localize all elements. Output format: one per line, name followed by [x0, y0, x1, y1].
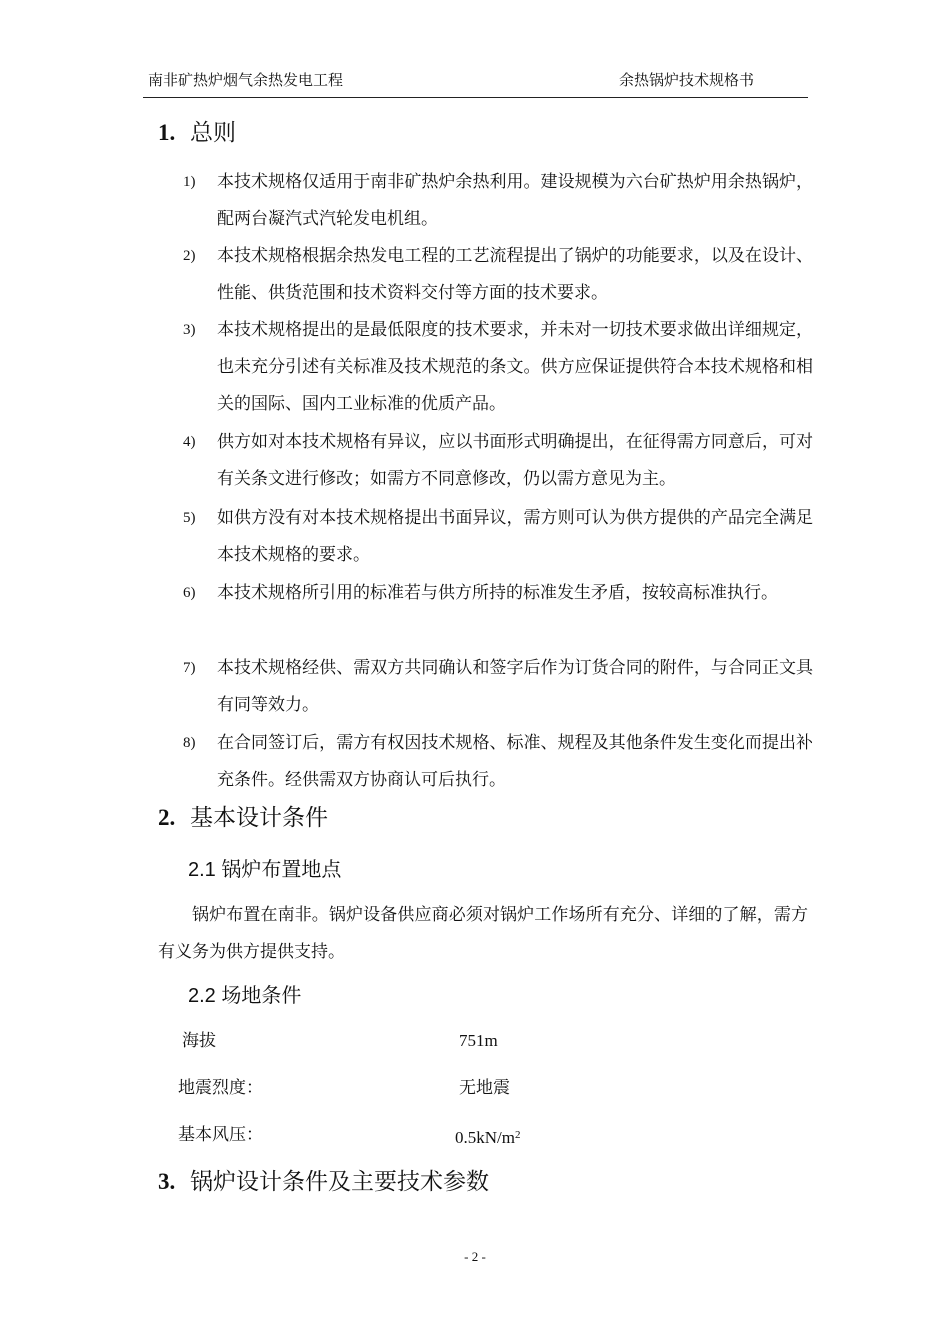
subsection-2-2-title: 2.2 场地条件 — [188, 985, 302, 1007]
header-right-title: 余热锅炉技术规格书 — [619, 71, 755, 89]
section-3-title: 锅炉设计条件及主要技术参数 — [190, 1169, 489, 1195]
list-item-text: 本技术规格根据余热发电工程的工艺流程提出了锅炉的功能要求，以及在设计、性能、供货范围和技术资料交付等方面的技术要求。 — [217, 246, 813, 303]
subsection-2-1-paragraph: 锅炉布置在南非。锅炉设备供应商必须对锅炉工作场所有充分、详细的了解，需方有义务为供方提供支持。 — [158, 905, 808, 962]
list-item-number: 8) — [183, 735, 196, 751]
site-condition-value-altitude: 751m — [459, 1031, 498, 1050]
header-divider — [143, 97, 808, 98]
site-condition-label-wind: 基本风压： — [178, 1125, 263, 1145]
list-item — [183, 500, 813, 574]
list-item-number: 4) — [183, 434, 196, 450]
page-number: - 2 - — [464, 1249, 486, 1264]
list-item-number: 5) — [183, 510, 196, 526]
list-item-text: 在合同签订后，需方有权因技术规格、标准、规程及其他条件发生变化而提出补充条件。经供需双方协商认可后执行。 — [217, 733, 813, 790]
superscript-two: 2 — [514, 1129, 521, 1141]
list-item-text: 供方如对本技术规格有异议，应以书面形式明确提出，在征得需方同意后，可对有关条文进行修改；如需方不同意修改，仍以需方意见为主。 — [217, 432, 813, 489]
list-item-text: 本技术规格提出的是最低限度的技术要求，并未对一切技术要求做出详细规定，也未充分引述有关标准及技术规范的条文。供方应保证提供符合本技术规格和相关的国际、国内工业标准的优质产品。 — [217, 320, 813, 414]
section-2-heading — [158, 803, 328, 833]
section-1-title: 总则 — [190, 120, 236, 146]
list-item — [183, 650, 813, 724]
list-item-number: 6) — [183, 585, 196, 601]
subsection-2-1-title: 2.1 锅炉布置地点 — [188, 859, 342, 881]
list-item-text: 如供方没有对本技术规格提出书面异议，需方则可认为供方提供的产品完全满足本技术规格的要求。 — [217, 508, 813, 565]
list-item-number: 3) — [183, 322, 196, 338]
list-item — [183, 725, 813, 799]
section-2-title: 基本设计条件 — [190, 805, 328, 831]
site-condition-value-seismic: 无地震 — [459, 1078, 510, 1097]
site-condition-value-wind: $0.5kN/m^2$ — [455, 1128, 521, 1147]
list-item-number: 7) — [183, 660, 196, 676]
list-item-number: 1) — [183, 174, 196, 190]
section-3-heading — [158, 1167, 489, 1197]
list-item — [183, 575, 813, 612]
list-item — [183, 238, 813, 312]
site-condition-label-altitude: 海拔 — [182, 1031, 216, 1051]
section-2-number: 2. — [158, 805, 176, 830]
list-item-text: 本技术规格所引用的标准若与供方所持的标准发生矛盾，按较高标准执行。 — [217, 583, 778, 603]
list-item — [183, 312, 813, 423]
section-1-number: 1. — [158, 120, 176, 145]
list-item — [183, 164, 813, 238]
section-3-number: 3. — [158, 1169, 176, 1194]
list-item-number: 2) — [183, 248, 196, 264]
list-item-text: 本技术规格经供、需双方共同确认和签字后作为订货合同的附件，与合同正文具有同等效力。 — [217, 658, 813, 715]
section-1-heading — [158, 118, 236, 148]
site-condition-label-seismic: 地震烈度： — [178, 1078, 263, 1098]
header-left-title: 南非矿热炉烟气余热发电工程 — [148, 71, 344, 89]
list-item — [183, 424, 813, 498]
list-item-text: 本技术规格仅适用于南非矿热炉余热利用。建设规模为六台矿热炉用余热锅炉，配两台凝汽式汽轮发电机组。 — [217, 172, 813, 229]
